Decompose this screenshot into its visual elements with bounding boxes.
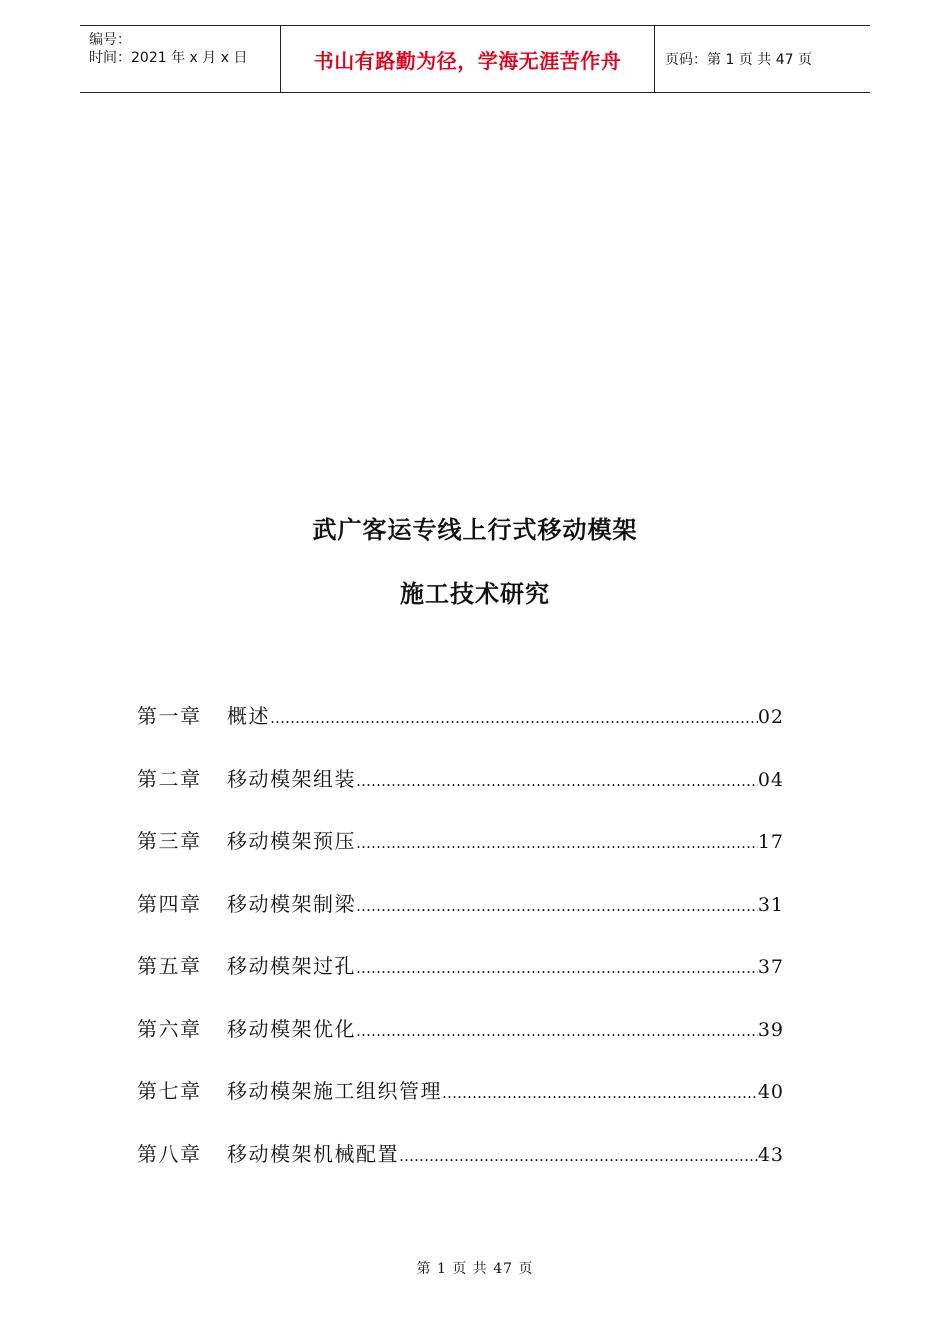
toc-entry[interactable] [137, 888, 784, 951]
toc-page-number: 31 [757, 893, 784, 916]
toc-chapter-label: 第七章 [137, 1079, 202, 1103]
toc-chapter-name: 概述 [227, 704, 270, 728]
header-motto-cell [281, 26, 655, 92]
toc-page-number: 02 [757, 706, 784, 728]
toc-entry[interactable] [137, 950, 784, 1013]
toc-chapter-name: 移动模架组装 [227, 766, 356, 791]
toc-dot-leader [399, 1147, 758, 1165]
toc-chapter-name: 移动模架制梁 [227, 891, 356, 916]
table-of-contents [137, 700, 784, 1200]
toc-dot-leader [356, 1022, 758, 1040]
toc-chapter-label: 第六章 [137, 1016, 202, 1041]
toc-chapter-label: 第八章 [137, 1141, 202, 1166]
toc-dot-leader [356, 897, 758, 915]
header-page-cell [655, 26, 870, 92]
toc-chapter-label: 第二章 [137, 766, 202, 791]
toc-page-number: 17 [757, 831, 784, 853]
toc-dot-leader [442, 1084, 758, 1102]
header-meta-cell [80, 26, 281, 92]
toc-entry[interactable] [137, 700, 784, 763]
toc-dot-leader [356, 834, 758, 852]
document-header [80, 25, 870, 93]
toc-chapter-label: 第三章 [137, 829, 202, 853]
serial-label: 编号： [89, 32, 131, 48]
toc-dot-leader [270, 709, 758, 727]
page-code: 页码：第 1 页 共 47 页 [665, 52, 812, 68]
toc-page-number: 40 [757, 1081, 784, 1103]
toc-chapter-name: 移动模架机械配置 [227, 1141, 399, 1166]
toc-entry[interactable] [137, 1075, 784, 1138]
date-label: 时间：2021 年 x 月 x 日 [89, 50, 248, 66]
toc-page-number: 04 [757, 768, 784, 791]
toc-chapter-label: 第四章 [137, 891, 202, 916]
toc-chapter-name: 移动模架预压 [227, 829, 356, 853]
toc-chapter-name: 移动模架施工组织管理 [227, 1079, 442, 1103]
toc-chapter-label: 第一章 [137, 704, 202, 728]
toc-page-number: 43 [757, 1143, 784, 1166]
document-title-line-1: 武广客运专线上行式移动模架 [312, 516, 638, 544]
motto-text: 书山有路勤为径，学海无涯苦作舟 [313, 48, 622, 73]
toc-dot-leader [356, 959, 758, 977]
toc-entry[interactable] [137, 825, 784, 888]
toc-chapter-name: 移动模架过孔 [227, 954, 356, 978]
toc-entry[interactable] [137, 1138, 784, 1201]
toc-dot-leader [356, 772, 758, 790]
toc-entry[interactable] [137, 763, 784, 826]
toc-page-number: 37 [757, 956, 784, 978]
page-footer: 第 1 页 共 47 页 [416, 1261, 534, 1277]
toc-page-number: 39 [757, 1018, 784, 1041]
toc-entry[interactable] [137, 1013, 784, 1076]
toc-chapter-label: 第五章 [137, 954, 202, 978]
toc-chapter-name: 移动模架优化 [227, 1016, 356, 1041]
document-title-line-2: 施工技术研究 [400, 580, 550, 608]
